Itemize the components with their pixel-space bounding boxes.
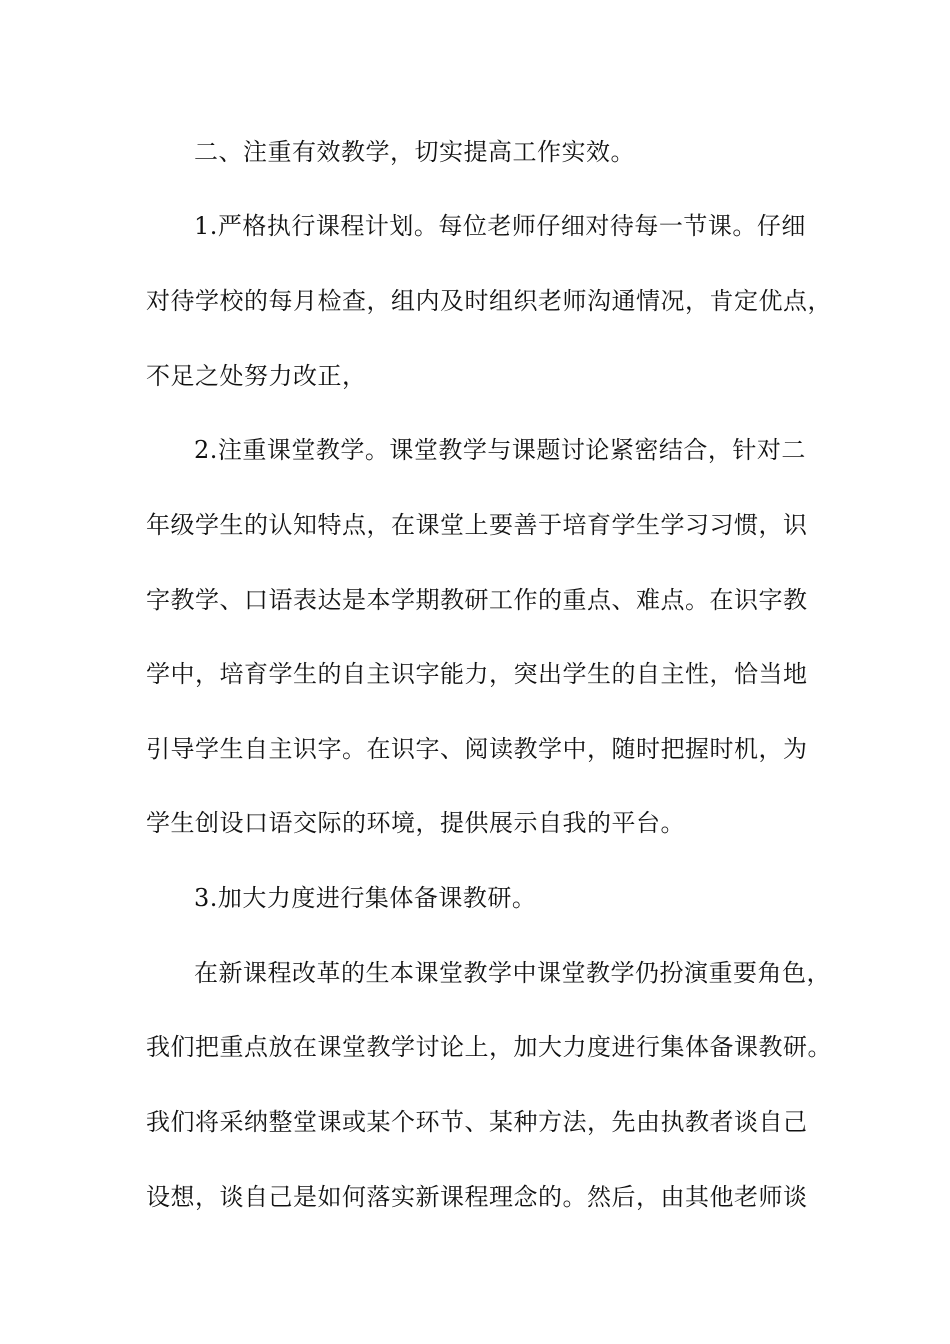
paragraph-line: 年级学生的认知特点，在课堂上要善于培育学生学习习惯，识 <box>146 511 808 539</box>
paragraph-line: 学生创设口语交际的环境，提供展示自我的平台。 <box>146 809 685 837</box>
paragraph-line: 学中，培育学生的自主识字能力，突出学生的自主性，恰当地 <box>146 660 808 688</box>
paragraph-line: 我们把重点放在课堂教学讨论上，加大力度进行集体备课教研。 <box>146 1033 832 1061</box>
paragraph-line: 不足之处努力改正， <box>146 362 367 390</box>
paragraph-line: 字教学、口语表达是本学期教研工作的重点、难点。在识字教 <box>146 586 808 614</box>
paragraph-line: 3.加大力度进行集体备课教研。 <box>194 884 537 912</box>
paragraph-line: 2.注重课堂教学。课堂教学与课题讨论紧密结合，针对二 <box>194 436 806 464</box>
paragraph-line: 在新课程改革的生本课堂教学中课堂教学仍扮演重要角色， <box>194 959 831 987</box>
paragraph-line: 对待学校的每月检查，组内及时组织老师沟通情况，肯定优点， <box>146 287 832 315</box>
paragraph-line: 引导学生自主识字。在识字、阅读教学中，随时把握时机，为 <box>146 735 808 763</box>
section-heading: 二、注重有效教学，切实提高工作实效。 <box>194 138 635 166</box>
paragraph-line: 设想，谈自己是如何落实新课程理念的。然后，由其他老师谈 <box>146 1183 808 1211</box>
paragraph-line: 我们将采纳整堂课或某个环节、某种方法，先由执教者谈自己 <box>146 1108 808 1136</box>
paragraph-line: 1.严格执行课程计划。每位老师仔细对待每一节课。仔细 <box>194 212 806 240</box>
